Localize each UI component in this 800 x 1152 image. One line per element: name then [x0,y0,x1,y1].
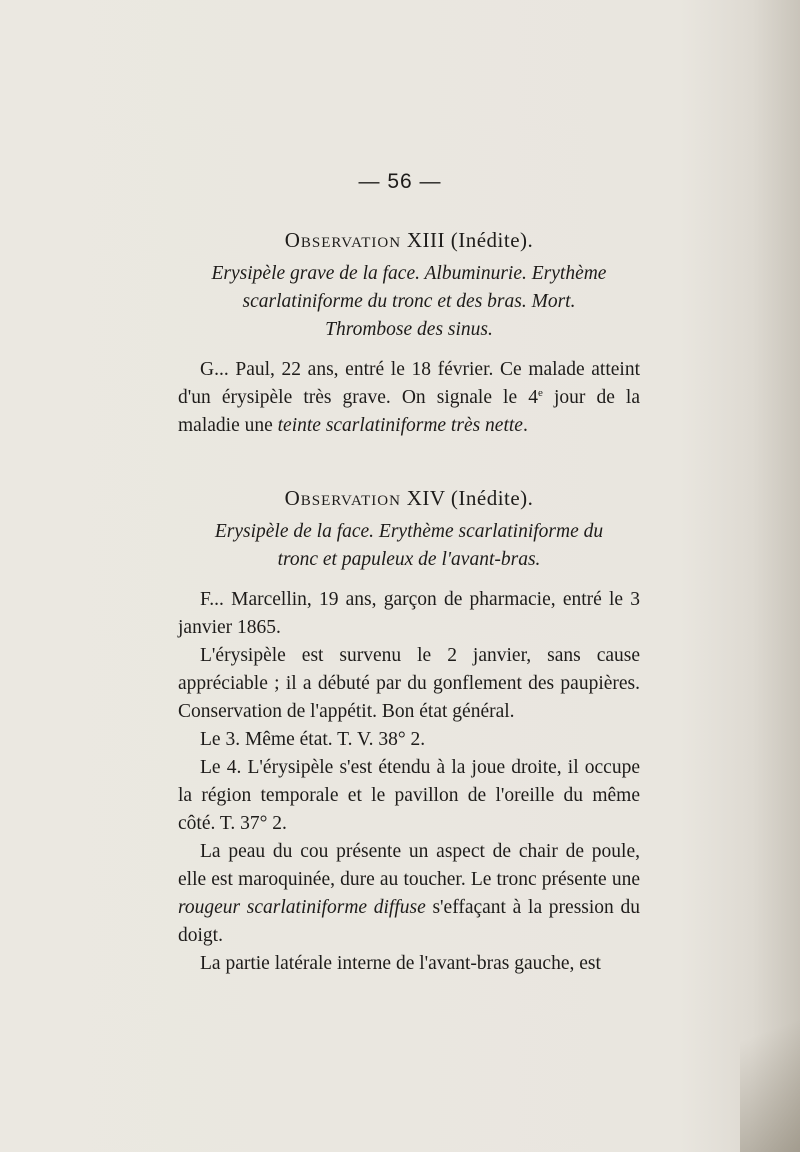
observation-label: Observation [284,228,402,252]
paragraph: La partie latérale interne de l'avant-bras gauche, est [200,953,601,974]
paragraph-text: G... Paul, 22 ans, entré le 18 février. Ce malade atteint d'un érysipèle très grave. On signale le 4 [178,359,640,408]
subtitle-line: Thrombose des sinus. [325,319,493,340]
paragraph-text: s'effaçant à la pression du doigt. [178,897,640,946]
paragraph-text: La peau du cou présente un aspect de chair de poule, elle est maroquinée, dure au toucher. Le tronc présente une [178,841,640,890]
paragraph-text: jour de la maladie une [178,387,641,436]
observation-14-title [178,484,640,512]
observation-13-title [178,226,640,254]
subtitle-line: Erysipèle grave de la face. Albuminurie. Erythème [211,263,607,284]
subtitle-line: tronc et papuleux de l'avant-bras. [277,549,541,570]
observation-13-subtitle [178,260,640,344]
paragraph-italic: rougeur scarlatiniforme diffuse [178,897,426,918]
paragraph-text: . [522,415,528,436]
observation-label: Observation [284,486,401,510]
observation-14-subtitle [178,518,640,574]
paragraph [178,356,640,440]
subtitle-line: scarlatiniforme du tronc et des bras. Mort. [242,291,576,312]
observation-13 [178,226,640,440]
page-edge-shadow [740,952,800,1152]
paragraph: F... Marcellin, 19 ans, garçon de pharmacie, entré le 3 janvier 1865. [178,589,640,638]
page-number: — 56 — [358,170,442,193]
paragraph-italic: teinte scarlatiniforme très nette [277,415,523,436]
superscript: e [537,387,543,399]
paragraph: L'érysipèle est survenu le 2 janvier, sans cause appréciable ; il a débuté par du gonflement des paupières. Conservation de l'appétit. Bon état général. [178,645,640,722]
paragraph: Le 3. Même état. T. V. 38° 2. [200,729,426,750]
paragraph [178,838,640,950]
paragraph: Le 4. L'érysipèle s'est étendu à la joue droite, il occupe la région temporale et le pavillon de l'oreille du même côté. T. 37° 2. [178,757,640,834]
observation-14 [178,484,640,978]
subtitle-line: Erysipèle de la face. Erythème scarlatiniforme du [214,521,604,542]
observation-title-rest: XIV (Inédite). [400,486,534,510]
observation-title-rest: XIII (Inédite). [401,228,534,252]
